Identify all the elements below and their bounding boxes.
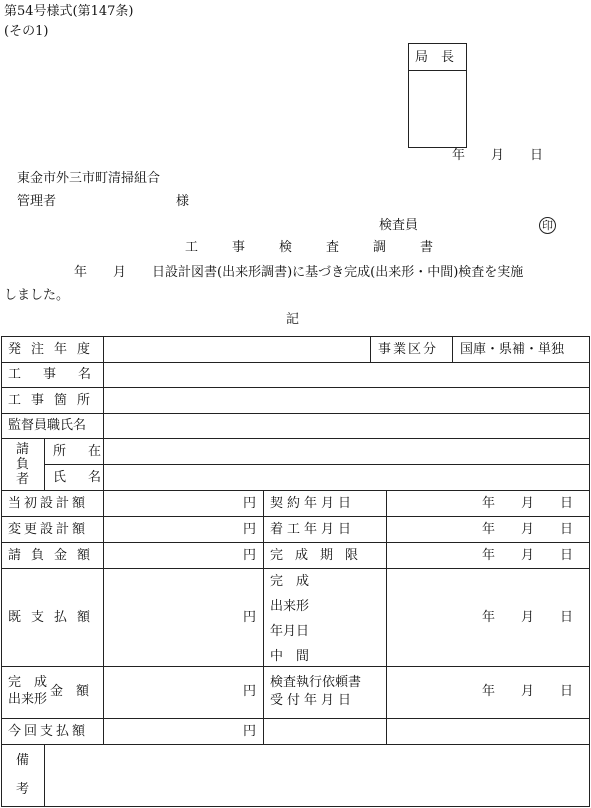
director-stamp-label: 局 長 <box>415 50 455 65</box>
remarks-label-a: 備 <box>16 753 30 768</box>
business-class-options: 国庫・県補・単独 <box>460 342 565 357</box>
contractor-label: 請負者 <box>16 442 30 487</box>
completed-amount-label-a: 完 成 <box>8 675 48 690</box>
current-payment-label: 今回支払額 <box>8 724 89 739</box>
recipient-honorific: 様 <box>176 194 190 209</box>
date-blank: 年 月 日 <box>482 610 574 625</box>
dekigata-label: 出来形 <box>270 599 310 614</box>
contract-amount-label: 請負金額 <box>8 548 101 563</box>
initial-design-label: 当初設計額 <box>8 496 89 511</box>
recipient-title: 管理者 <box>17 194 57 209</box>
contract-date-label: 契約年月日 <box>270 496 356 511</box>
completion-deadline-label: 完成期限 <box>270 548 371 563</box>
date-blank: 年 月 日 <box>482 522 574 537</box>
order-year-label: 発注年度 <box>8 342 101 357</box>
statement-line-1: 年 月 日設計図書(出来形調書)に基づき完成(出来形・中間)検査を実施 <box>74 265 524 280</box>
name-label: 氏名 <box>53 470 124 485</box>
ymd-label: 年月日 <box>270 624 310 639</box>
yen-mark: 円 <box>243 548 257 563</box>
work-location-label: 工事箇所 <box>8 393 101 408</box>
request-label-line2: 受付年月日 <box>270 693 356 708</box>
inspector-label: 検査員 <box>379 218 419 233</box>
business-class-label: 事業区分 <box>378 342 439 357</box>
work-name-label: 工事名 <box>8 367 114 382</box>
stamp-divider <box>408 70 467 71</box>
yen-mark: 円 <box>243 684 257 699</box>
address-label: 所在 <box>53 444 124 459</box>
completed-amount-label-c: 金 額 <box>50 684 90 699</box>
interim-label: 中 間 <box>270 649 310 664</box>
start-date-label: 着工年月日 <box>270 522 356 537</box>
date-line: 年 月 日 <box>452 148 544 163</box>
seal-mark: 印 <box>539 217 556 234</box>
yen-mark: 円 <box>243 522 257 537</box>
recipient-org: 東金市外三市町清掃組合 <box>17 171 161 186</box>
yen-mark: 円 <box>243 724 257 739</box>
remarks-label-b: 考 <box>16 782 30 797</box>
completion-label: 完 成 <box>270 574 310 589</box>
statement-line-2: しました。 <box>4 288 70 303</box>
sheet-number: (その1) <box>4 24 49 39</box>
date-blank: 年 月 日 <box>482 496 574 511</box>
paid-amount-label: 既支払額 <box>8 610 101 625</box>
note-mark: 記 <box>286 312 300 327</box>
form-number: 第54号様式(第147条) <box>4 4 134 19</box>
supervisor-name-label: 監督員職氏名 <box>8 418 87 433</box>
document-title: 工事検査調書 <box>185 240 468 255</box>
date-blank: 年 月 日 <box>482 548 574 563</box>
date-blank: 年 月 日 <box>482 684 574 699</box>
completed-amount-label-b: 出来形 <box>8 692 48 707</box>
request-label-line1: 検査執行依頼書 <box>270 675 362 690</box>
yen-mark: 円 <box>243 610 257 625</box>
changed-design-label: 変更設計額 <box>8 522 89 537</box>
yen-mark: 円 <box>243 496 257 511</box>
